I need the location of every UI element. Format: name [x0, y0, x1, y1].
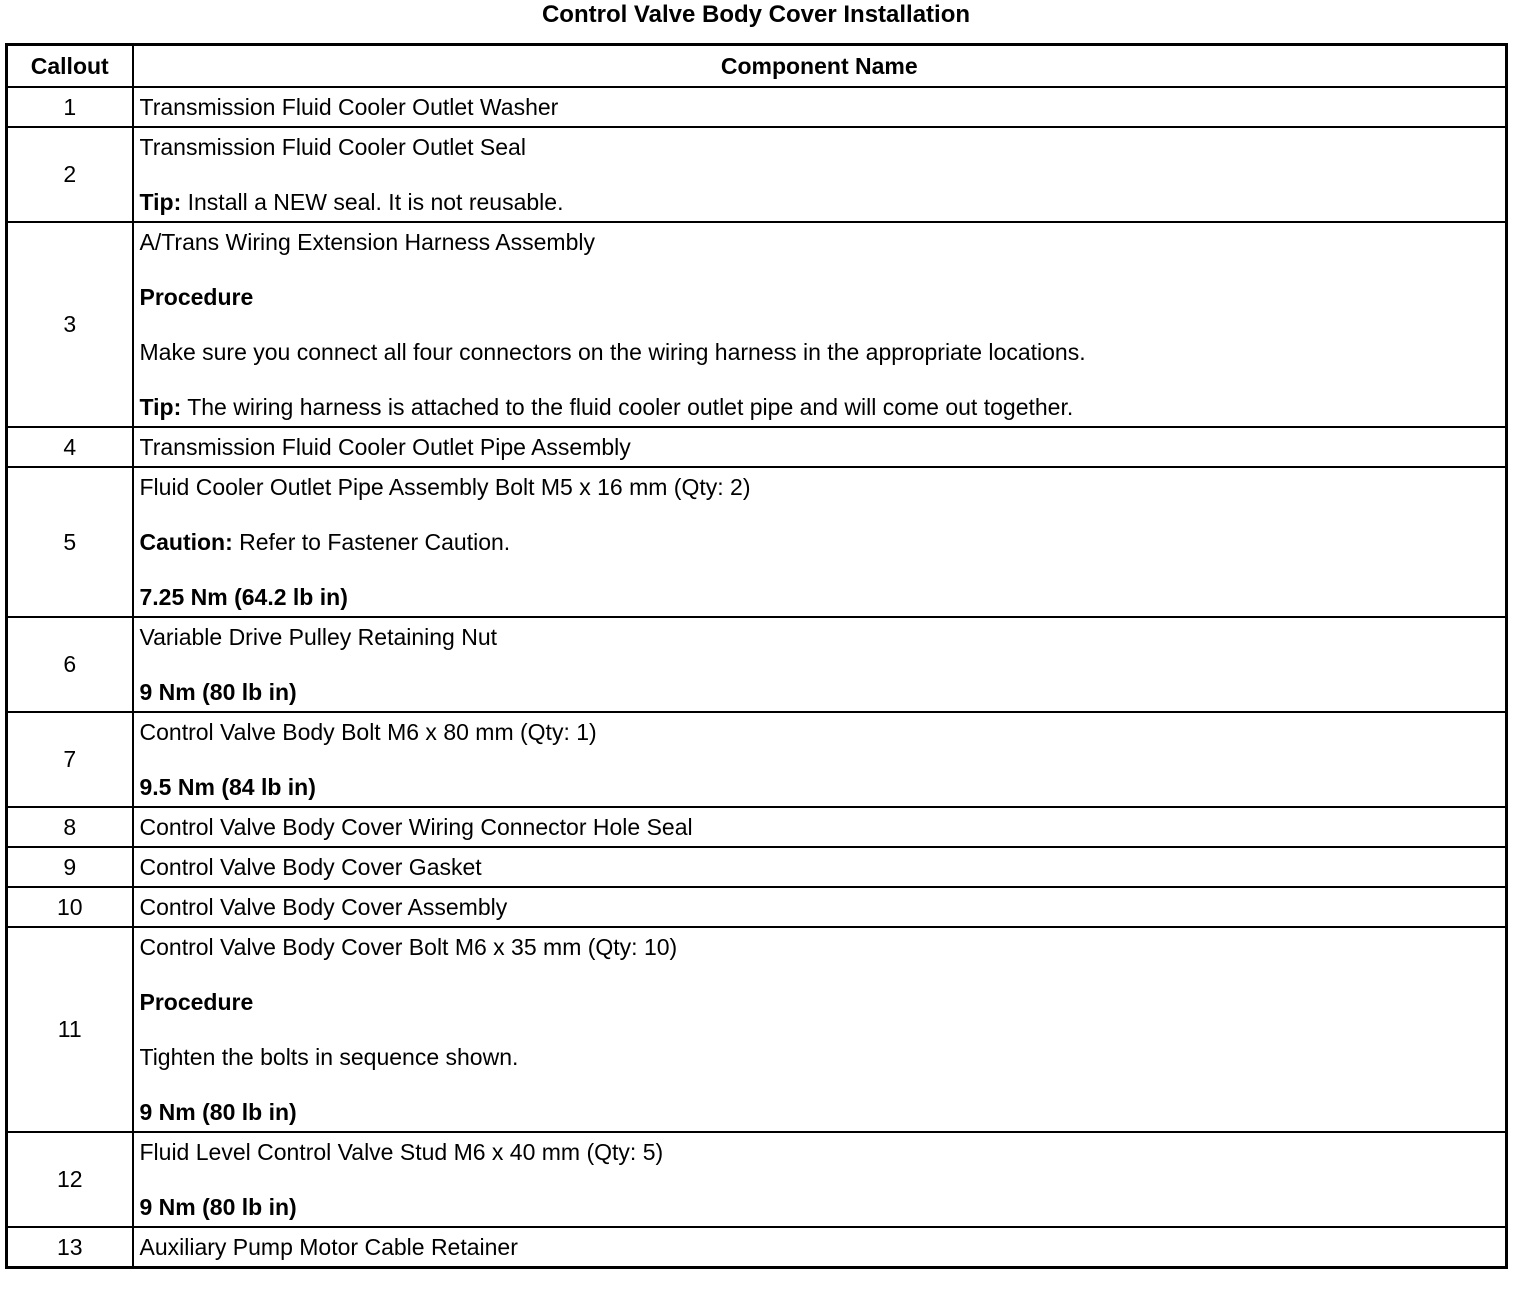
caution-text: Refer to Fastener Caution.	[239, 529, 511, 555]
component-name: Auxiliary Pump Motor Cable Retainer	[139, 1234, 518, 1260]
torque-spec: 7.25 Nm (64.2 lb in)	[139, 584, 348, 610]
callout-cell: 6	[7, 617, 133, 712]
callout-cell: 11	[7, 927, 133, 1132]
tip-text: Install a NEW seal. It is not reusable.	[187, 189, 564, 215]
page-title: Control Valve Body Cover Installation	[541, 1, 971, 28]
table-row	[7, 712, 1507, 807]
table-row	[7, 617, 1507, 712]
component-name: Transmission Fluid Cooler Outlet Washer	[139, 94, 559, 120]
torque-spec: 9 Nm (80 lb in)	[139, 1099, 297, 1125]
torque-spec: 9.5 Nm (84 lb in)	[139, 774, 316, 800]
component-cell	[133, 222, 1507, 427]
tip-label: Tip:	[139, 394, 182, 420]
caution-label: Caution:	[139, 529, 233, 555]
table-row	[7, 1132, 1507, 1227]
component-name: Control Valve Body Cover Assembly	[139, 894, 508, 920]
component-cell	[133, 1132, 1507, 1227]
callout-cell: 1	[7, 87, 133, 127]
component-name: Variable Drive Pulley Retaining Nut	[139, 624, 498, 650]
table-row	[7, 887, 1507, 927]
component-name: Control Valve Body Cover Bolt M6 x 35 mm (Qty: 10)	[139, 934, 678, 960]
procedure-text: Make sure you connect all four connectors on the wiring harness in the appropriate locations.	[139, 339, 1086, 365]
component-cell	[133, 617, 1507, 712]
table-row	[7, 427, 1507, 467]
component-cell	[133, 927, 1507, 1132]
component-cell	[133, 887, 1507, 927]
callout-cell: 12	[7, 1132, 133, 1227]
callout-cell: 13	[7, 1227, 133, 1268]
component-name: Control Valve Body Cover Wiring Connector Hole Seal	[139, 814, 693, 840]
tip-text: The wiring harness is attached to the fluid cooler outlet pipe and will come out together.	[187, 394, 1074, 420]
tip-note	[140, 393, 1500, 421]
component-name: Transmission Fluid Cooler Outlet Pipe Assembly	[139, 434, 631, 460]
component-name: Fluid Level Control Valve Stud M6 x 40 mm (Qty: 5)	[139, 1139, 664, 1165]
torque-spec: 9 Nm (80 lb in)	[139, 1194, 297, 1220]
table-row	[7, 467, 1507, 617]
header-component-name: Component Name	[133, 45, 1507, 88]
procedure-text: Tighten the bolts in sequence shown.	[139, 1044, 519, 1070]
callout-cell: 8	[7, 807, 133, 847]
table-row	[7, 1227, 1507, 1268]
component-name: Control Valve Body Bolt M6 x 80 mm (Qty: 1)	[139, 719, 597, 745]
table-row	[7, 87, 1507, 127]
component-name: Control Valve Body Cover Gasket	[139, 854, 482, 880]
tip-label: Tip:	[139, 189, 182, 215]
callout-cell: 2	[7, 127, 133, 222]
table-row	[7, 927, 1507, 1132]
callout-cell: 10	[7, 887, 133, 927]
tip-note	[140, 188, 1500, 216]
component-cell	[133, 807, 1507, 847]
component-cell	[133, 847, 1507, 887]
component-cell	[133, 427, 1507, 467]
table-row	[7, 127, 1507, 222]
callout-cell: 9	[7, 847, 133, 887]
table-row	[7, 847, 1507, 887]
torque-spec: 9 Nm (80 lb in)	[139, 679, 297, 705]
table-header-row	[7, 45, 1507, 88]
table-row	[7, 222, 1507, 427]
component-cell	[133, 1227, 1507, 1268]
callout-cell: 3	[7, 222, 133, 427]
header-callout: Callout	[7, 45, 133, 88]
component-cell	[133, 127, 1507, 222]
procedure-label: Procedure	[139, 284, 254, 310]
component-cell	[133, 467, 1507, 617]
component-cell	[133, 712, 1507, 807]
callout-cell: 7	[7, 712, 133, 807]
procedure-label: Procedure	[139, 989, 254, 1015]
table-row	[7, 807, 1507, 847]
caution-note	[140, 528, 1500, 556]
component-name: Fluid Cooler Outlet Pipe Assembly Bolt M5 x 16 mm (Qty: 2)	[139, 474, 751, 500]
callout-cell: 4	[7, 427, 133, 467]
callout-cell: 5	[7, 467, 133, 617]
component-name: Transmission Fluid Cooler Outlet Seal	[139, 134, 526, 160]
component-cell	[133, 87, 1507, 127]
component-name: A/Trans Wiring Extension Harness Assembly	[139, 229, 595, 255]
components-table	[5, 43, 1508, 1269]
